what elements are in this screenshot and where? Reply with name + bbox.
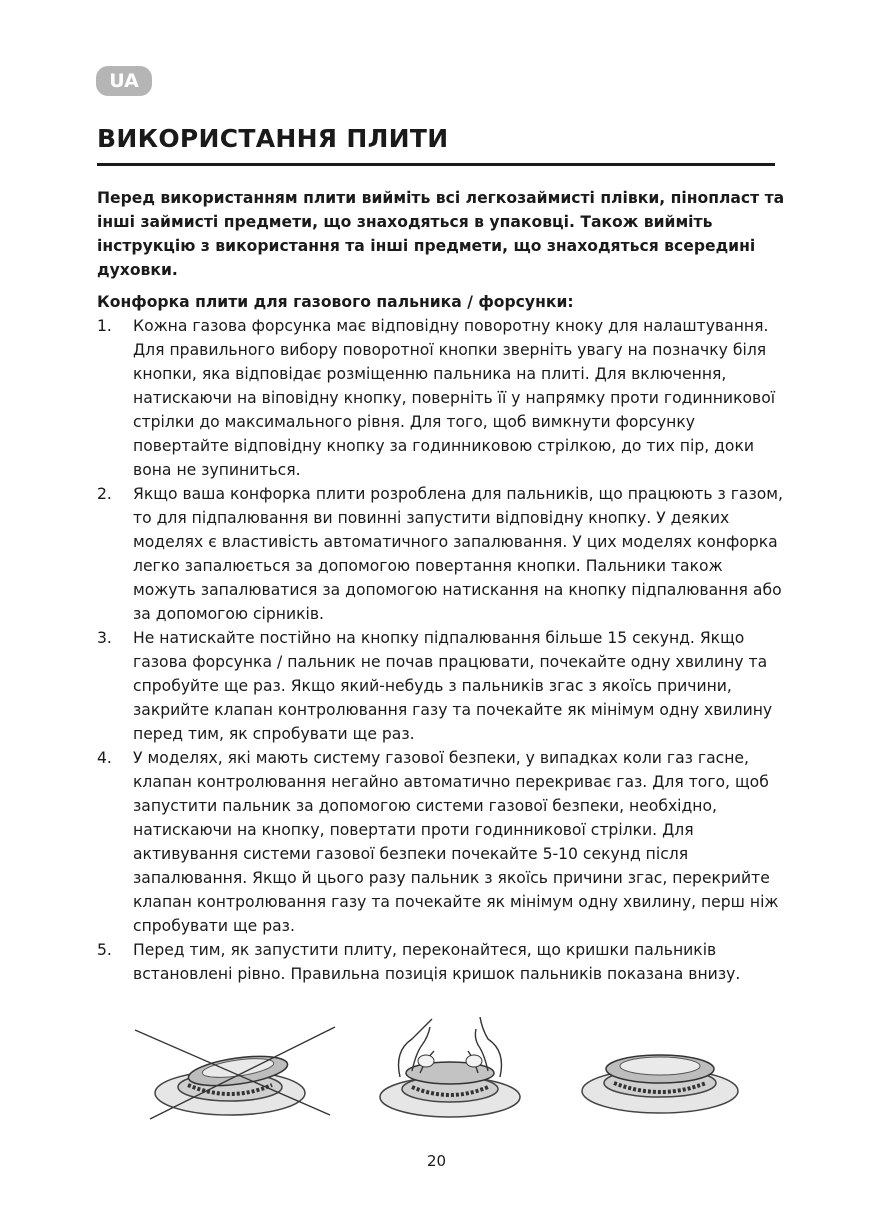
- list-item: [97, 482, 787, 626]
- burner-cap-wrong-icon: [130, 1015, 340, 1125]
- list-item: [97, 626, 787, 746]
- burner-cap-correct-icon: [570, 1015, 750, 1125]
- list-item: [97, 314, 787, 482]
- step-number: 2.: [97, 485, 112, 503]
- step-text: Не натискайте постійно на кнопку підпалювання більше 15 секунд. Якщо газова форсунка / пальник не почав працювати, почекайте одну хвилину та спробуйте ще раз. Якщо який-небудь з пальників згас з якоїсь причини, закрийте клапан контролювання газу та почекайте як мінімум одну хвилину перед тим, як спробувати ще раз.: [133, 629, 773, 743]
- step-number: 4.: [97, 749, 112, 767]
- step-text: Перед тим, як запустити плиту, переконайтеся, що кришки пальників встановлені рівно. Правильна позиція кришок пальників показана внизу.: [133, 941, 741, 983]
- step-text: Кожна газова форсунка має відповідну поворотну кноку для налаштування. Для правильного вибору поворотної кнопки зверніть увагу на позначку біля кнопки, яка відповідає розміщенню пальника на плиті. Для включення, натискаючи на віповідну кнопку, поверніть її у напрямку проти годинникової стрілки до максимального рівня. Для того, щоб вимкнути форсунку повертайте відповідну кнопку за годинниковою стрілкою, до тих пір, доки вона не зупиниться.: [133, 317, 776, 479]
- steps-list: [97, 314, 787, 986]
- burner-figures: [130, 1015, 750, 1125]
- step-number: 1.: [97, 317, 112, 335]
- page-number: 20: [426, 1152, 447, 1170]
- burner-cap-hands-icon: [360, 1015, 540, 1125]
- step-number: 3.: [97, 629, 112, 647]
- page-title: ВИКОРИСТАННЯ ПЛИТИ: [97, 124, 449, 153]
- section-subheading: Конфорка плити для газового пальника / форсунки:: [97, 293, 574, 311]
- step-number: 5.: [97, 941, 112, 959]
- list-item: [97, 938, 787, 986]
- language-badge: UA: [96, 66, 152, 96]
- step-text: У моделях, які мають систему газової безпеки, у випадках коли газ гасне, клапан контролювання негайно автоматично перекриває газ. Для того, щоб запустити пальник за допомогою системи газової безпеки, необхідно, натискаючи на кнопку, повертати проти годинникової стрілки. Для активування системи газової безпеки почекайте 5-10 секунд після запалювання. Якщо й цього разу пальник з якоїсь причини згас, перекрийте клапан контролювання газу та почекайте як мінімум одну хвилину, перш ніж спробувати ще раз.: [133, 749, 779, 935]
- title-divider: [97, 163, 775, 166]
- list-item: [97, 746, 787, 938]
- intro-paragraph: Перед використанням плити вийміть всі легкозаймисті плівки, пінопласт та інші займисті предмети, що знаходяться в упаковці. Також вийміть інструкцію з використання та інші предмети, що знаходяться всередині духовки.: [97, 189, 785, 279]
- step-text: Якщо ваша конфорка плити розроблена для пальників, що працюють з газом, то для підпалювання ви повинні запустити відповідну кнопку. У деяких моделях є властивість автоматичного запалювання. У цих моделях конфорка легко запалюється за допомогою повертання кнопки. Пальники також можуть запалюватися за допомогою натискання на кнопку підпалювання або за допомогою сірників.: [133, 485, 784, 623]
